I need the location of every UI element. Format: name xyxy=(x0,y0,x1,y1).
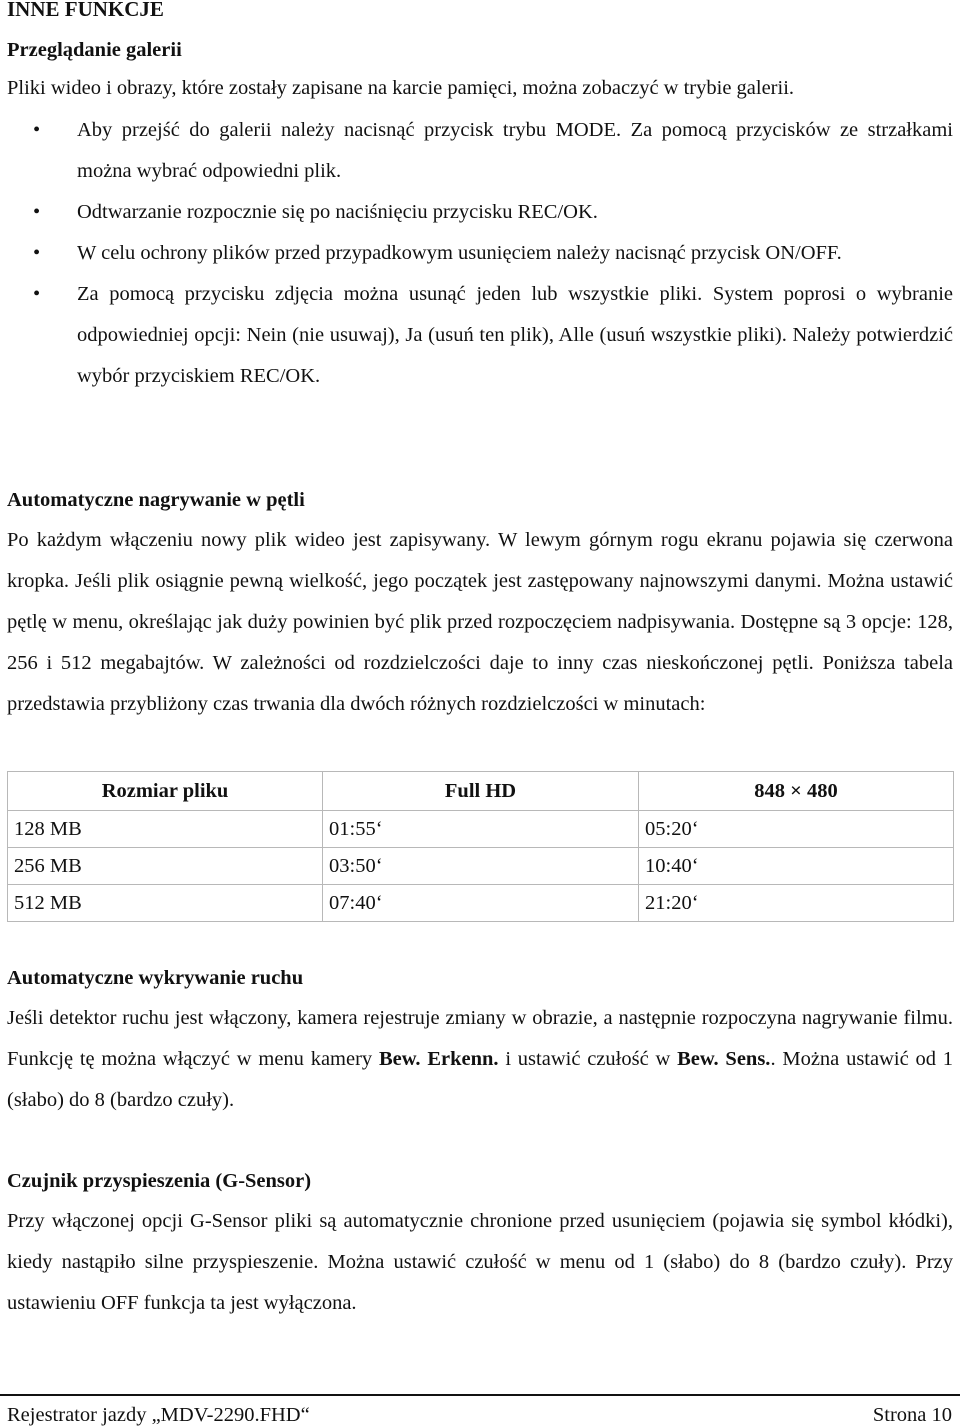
table-cell: 256 MB xyxy=(8,848,323,885)
motion-sensitivity-name: Bew. Sens. xyxy=(677,1048,771,1070)
motion-menu-name: Bew. Erkenn. xyxy=(378,1048,499,1070)
table-cell: 128 MB xyxy=(8,811,323,848)
table-cell: 05:20‘ xyxy=(639,811,954,848)
footer-product-name: Rejestrator jazdy „MDV-2290.FHD“ xyxy=(7,1404,310,1426)
motion-text-part: Jeśli detektor ruchu jest włączony, kamera rejestruje zmiany w obrazie, a następnie rozpoczyna nagrywanie filmu. Funkcję tę można włączyć w menu kamery xyxy=(7,1007,953,1070)
gsensor-heading: Czujnik przyspieszenia (G-Sensor) xyxy=(7,1170,312,1192)
gallery-intro: Pliki wideo i obrazy, które zostały zapisane na karcie pamięci, można zobaczyć w trybie galerii. xyxy=(7,77,795,99)
loop-duration-table xyxy=(7,771,954,922)
page-title: INNE FUNKCJE xyxy=(7,0,164,21)
table-row xyxy=(8,811,954,848)
table-row xyxy=(8,885,954,922)
motion-text-part: . Można ustawić od 1 (słabo) do 8 (bardzo czuły). xyxy=(7,1048,954,1111)
table-cell: 07:40‘ xyxy=(323,885,639,922)
gallery-bullet-list xyxy=(7,110,953,397)
table-cell: 03:50‘ xyxy=(323,848,639,885)
table-cell: 10:40‘ xyxy=(639,848,954,885)
gsensor-text: Przy włączonej opcji G-Sensor pliki są automatycznie chronione przed usunięciem (pojawia się symbol kłódki), kiedy nastąpiło silne przyspieszenie. Można ustawić czułość w menu od 1 (słabo) do 8 (bardzo czuły). Przy ustawieniu OFF funkcja ta jest wyłączona. xyxy=(7,1210,953,1314)
gallery-bullet-item: • Odtwarzanie rozpocznie się po naciśnięciu przycisku REC/OK. xyxy=(7,192,953,233)
table-header-row xyxy=(8,772,954,811)
motion-text-part: i ustawić czułość w xyxy=(498,1048,678,1070)
motion-text xyxy=(7,998,953,1121)
table-cell: 01:55‘ xyxy=(323,811,639,848)
table-header-cell: Full HD xyxy=(323,772,639,811)
gallery-bullet-item: • Za pomocą przycisku zdjęcia można usunąć jeden lub wszystkie pliki. System poprosi o wybranie odpowiedniej opcji: Nein (nie usuwaj), Ja (usuń ten plik), Alle (usuń wszystkie pliki). Należy potwierdzić wybór przyciskiem REC/OK. xyxy=(7,274,953,397)
footer-divider xyxy=(0,1394,960,1396)
table-header-cell: 848 × 480 xyxy=(639,772,954,811)
footer-page-number: Strona 10 xyxy=(872,1404,952,1426)
table-row xyxy=(8,848,954,885)
table-cell: 21:20‘ xyxy=(639,885,954,922)
loop-text: Po każdym włączeniu nowy plik wideo jest zapisywany. W lewym górnym rogu ekranu pojawia się czerwona kropka. Jeśli plik osiągnie pewną wielkość, jego początek jest zastępowany najnowszymi danymi. Można ustawić pętlę w menu, określając jak duży powinien być plik przed rozpoczęciem nadpisywania. Dostępne są 3 opcje: 128, 256 i 512 megabajtów. W zależności od rozdzielczości daje to inny czas nieskończonej pętli. Poniższa tabela przedstawia przybliżony czas trwania dla dwóch różnych rozdzielczości w minutach: xyxy=(7,529,953,715)
table-header-cell: Rozmiar pliku xyxy=(8,772,323,811)
table-cell: 512 MB xyxy=(8,885,323,922)
gallery-bullet-item: • W celu ochrony plików przed przypadkowym usunięciem należy nacisnąć przycisk ON/OFF. xyxy=(7,233,953,274)
motion-heading: Automatyczne wykrywanie ruchu xyxy=(7,967,304,989)
gallery-heading: Przeglądanie galerii xyxy=(7,39,182,61)
loop-heading: Automatyczne nagrywanie w pętli xyxy=(7,489,305,511)
gallery-bullet-item: • Aby przejść do galerii należy nacisnąć przycisk trybu MODE. Za pomocą przycisków ze strzałkami można wybrać odpowiedni plik. xyxy=(7,110,953,192)
